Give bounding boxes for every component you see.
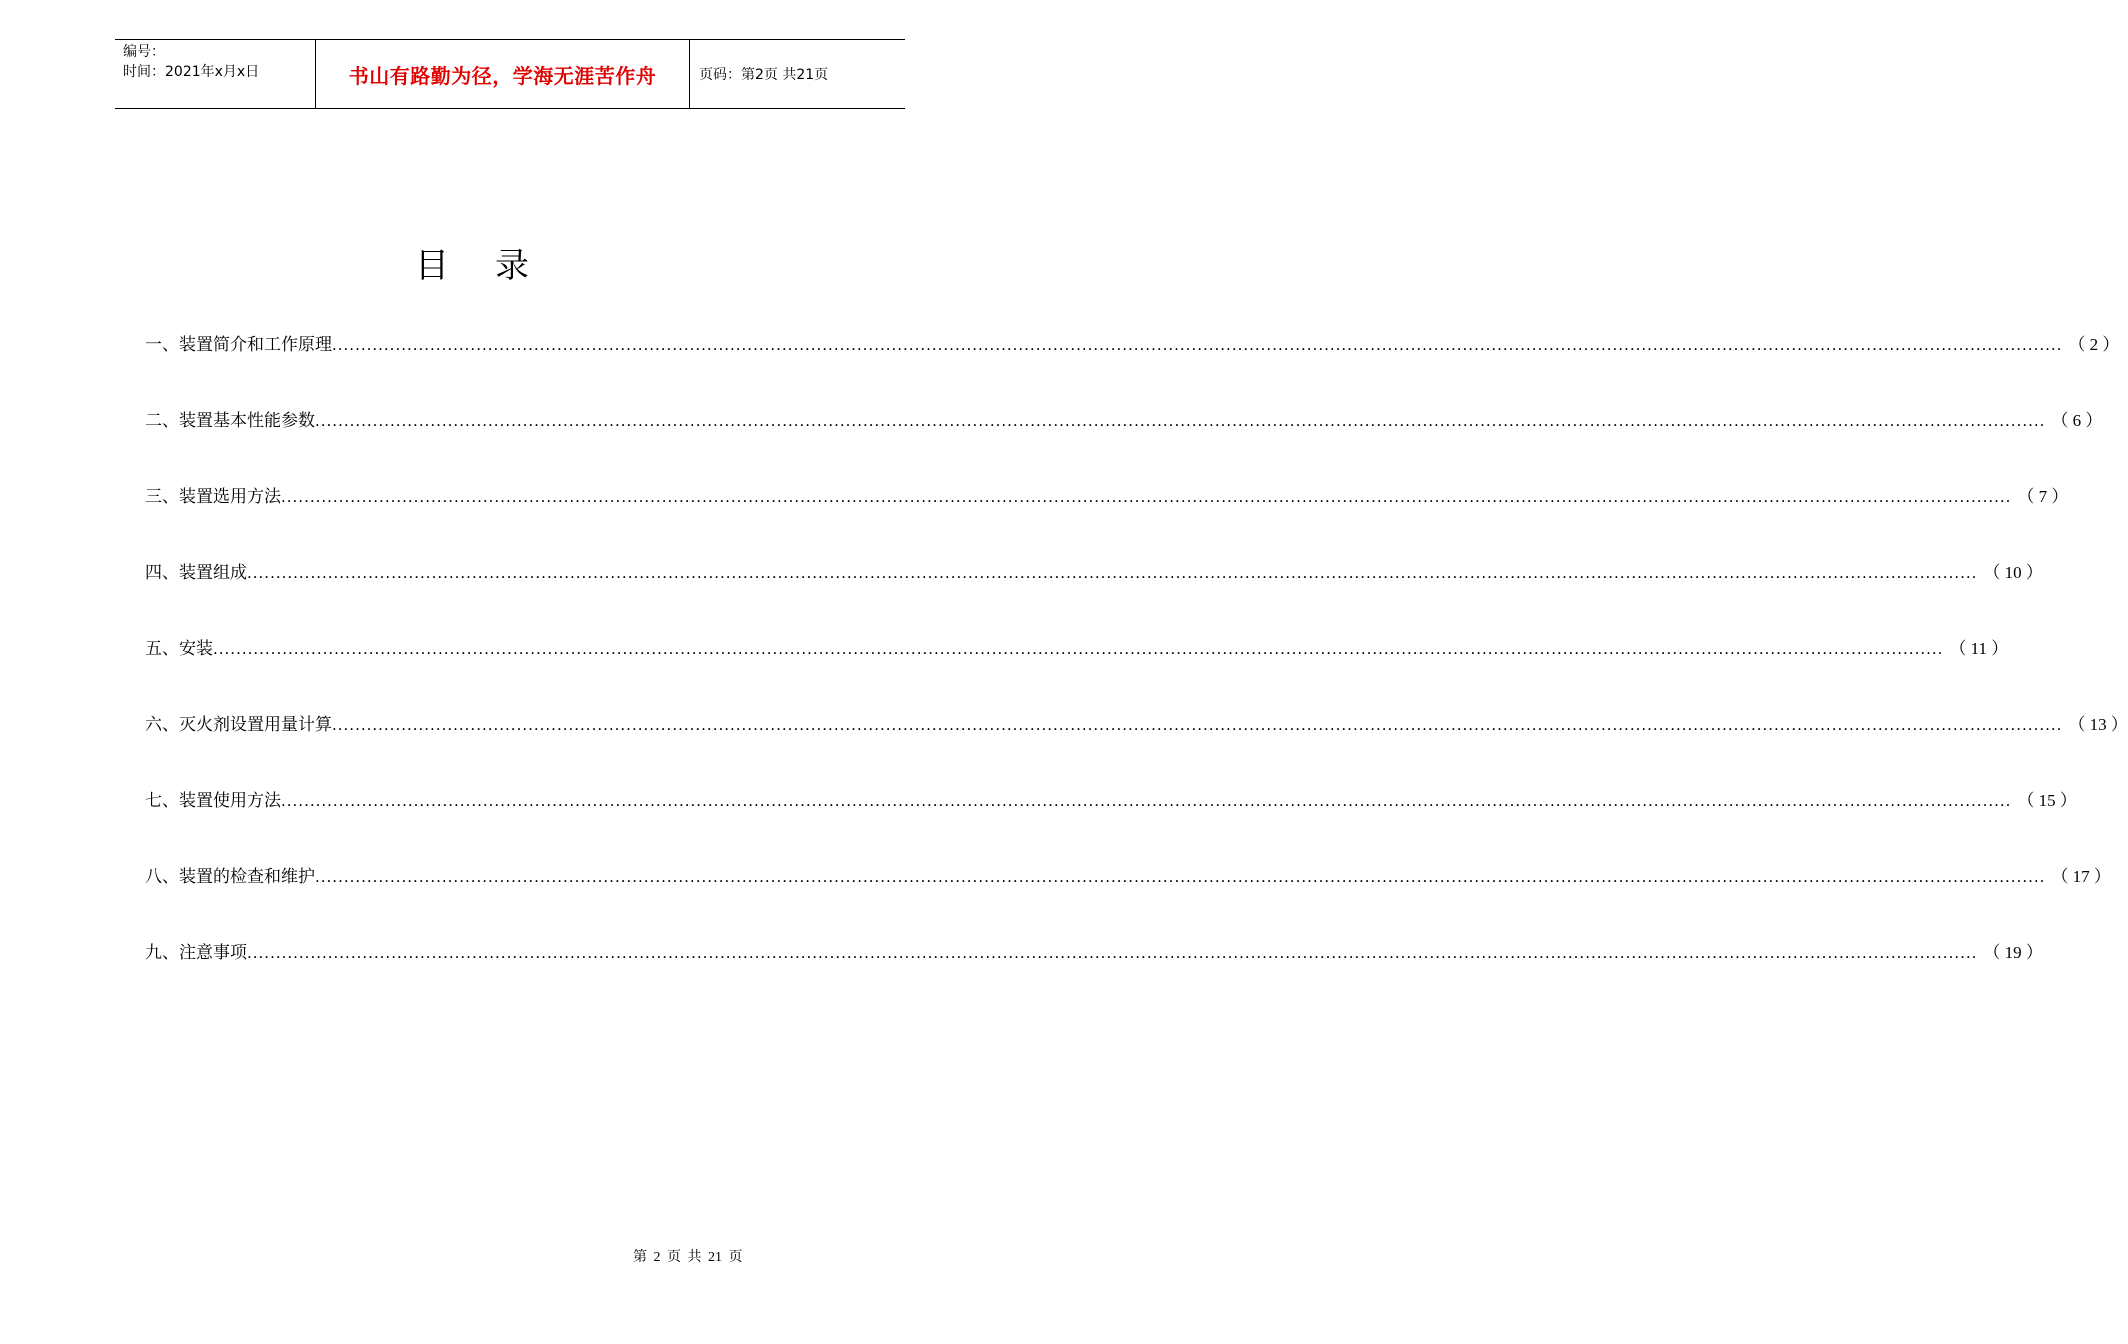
table-of-contents — [145, 330, 2128, 1014]
page-header — [115, 39, 905, 109]
toc-entry[interactable] — [145, 406, 2103, 482]
toc-dot-leader: ............................................................................................................................................................................................................................................................................................................ — [315, 868, 2046, 886]
toc-entry-page: （ 19 ） — [1983, 943, 2043, 962]
toc-entry-page: （ 10 ） — [1983, 563, 2043, 582]
toc-entry-label: 八、装置的检查和维护 — [145, 867, 315, 887]
toc-entry-label: 三、装置选用方法 — [145, 487, 281, 507]
toc-entry-page: （ 15 ） — [2017, 791, 2077, 810]
toc-title: 目录 — [415, 246, 575, 286]
toc-entry[interactable] — [145, 786, 2077, 862]
toc-entry[interactable] — [145, 482, 2069, 558]
toc-entry-label: 一、装置简介和工作原理 — [145, 335, 332, 355]
toc-dot-leader: ............................................................................................................................................................................................................................................................................................................ — [281, 792, 2012, 810]
header-left-cell — [115, 40, 316, 108]
header-page-info: 页码：第2页 共21页 — [699, 67, 829, 83]
toc-entry-label: 四、装置组成 — [145, 563, 247, 583]
toc-entry-page: （ 6 ） — [2051, 411, 2103, 430]
toc-dot-leader: ............................................................................................................................................................................................................................................................................................................ — [332, 716, 2063, 734]
toc-dot-leader: ............................................................................................................................................................................................................................................................................................................ — [247, 564, 1978, 582]
toc-entry-page: （ 17 ） — [2051, 867, 2111, 886]
toc-entry-page: （ 7 ） — [2017, 487, 2069, 506]
toc-entry-label: 六、灭火剂设置用量计算 — [145, 715, 332, 735]
toc-dot-leader: ............................................................................................................................................................................................................................................................................................................ — [247, 944, 1978, 962]
page-footer: 第 2 页 共 21 页 — [633, 1250, 743, 1265]
document-number-label: 编号： — [123, 44, 165, 60]
header-middle-cell — [316, 40, 690, 108]
toc-entry-page: （ 11 ） — [1949, 639, 2009, 658]
toc-entry-label: 七、装置使用方法 — [145, 791, 281, 811]
toc-entry-label: 二、装置基本性能参数 — [145, 411, 315, 431]
toc-entry-page: （ 2 ） — [2068, 335, 2120, 354]
toc-entry[interactable] — [145, 558, 2043, 634]
header-right-cell — [690, 40, 905, 108]
header-motto: 书山有路勤为径，学海无涯苦作舟 — [348, 63, 657, 88]
toc-entry[interactable] — [145, 634, 2009, 710]
document-time-label: 时间：2021年x月x日 — [123, 64, 260, 80]
toc-entry[interactable] — [145, 862, 2111, 938]
toc-entry[interactable] — [145, 710, 2128, 786]
toc-entry-label: 九、注意事项 — [145, 943, 247, 963]
toc-entry[interactable] — [145, 938, 2043, 1014]
toc-dot-leader: ............................................................................................................................................................................................................................................................................................................ — [332, 336, 2063, 354]
toc-dot-leader: ............................................................................................................................................................................................................................................................................................................ — [281, 488, 2012, 506]
toc-dot-leader: ............................................................................................................................................................................................................................................................................................................ — [315, 412, 2046, 430]
toc-entry[interactable] — [145, 330, 2120, 406]
toc-entry-label: 五、安装 — [145, 639, 213, 659]
toc-dot-leader: ............................................................................................................................................................................................................................................................................................................ — [213, 640, 1944, 658]
toc-entry-page: （ 13 ） — [2068, 715, 2128, 734]
